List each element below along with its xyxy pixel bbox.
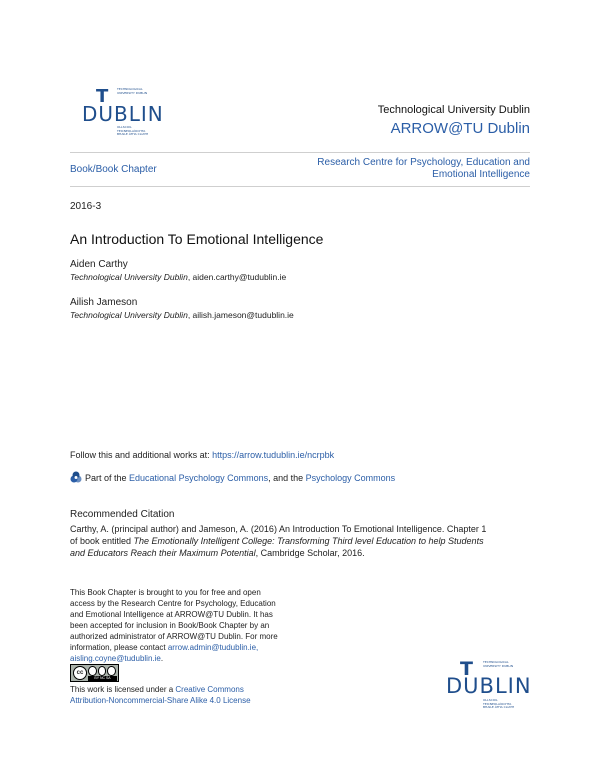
- by-icon: [88, 666, 97, 676]
- follow-url-link[interactable]: https://arrow.tudublin.ie/ncrpbk: [212, 450, 335, 460]
- educational-psychology-commons-link[interactable]: Educational Psychology Commons: [129, 473, 269, 483]
- logo-sub-1: OLLSCOIL: [117, 125, 132, 129]
- author-block-2: [70, 296, 294, 321]
- contact-email-link-1[interactable]: arrow.admin@tudublin.ie,: [167, 643, 259, 652]
- creative-commons-link[interactable]: Creative Commons: [175, 685, 244, 694]
- citation-book-title-2: and Educators Reach their Maximum Potential: [70, 548, 256, 558]
- citation-line-3-post: , Cambridge Scholar, 2016.: [255, 548, 365, 558]
- license-prefix: This work is licensed under a: [70, 685, 176, 694]
- contact-email-link-2[interactable]: aisling.coyne@tudublin.ie: [70, 654, 161, 663]
- license-text: [70, 684, 251, 706]
- citation-heading: Recommended Citation: [70, 509, 175, 520]
- notice-contact-pre: information, please contact: [70, 643, 168, 652]
- institution-name: Technological University Dublin: [377, 104, 530, 116]
- citation-body: [70, 523, 540, 559]
- sa-icon: [107, 666, 116, 676]
- divider-meta: [70, 186, 530, 187]
- nc-icon: [98, 666, 107, 676]
- cc-badge-logo: cc: [73, 666, 87, 680]
- author-name: Ailish Jameson: [70, 297, 138, 308]
- part-of-middle: , and the: [268, 473, 306, 483]
- follow-line: [70, 449, 334, 461]
- psychology-commons-link[interactable]: Psychology Commons: [305, 473, 396, 483]
- author-email: , ailish.jameson@tudublin.ie: [187, 310, 294, 320]
- notice-line: authorized administrator of ARROW@TU Dublin. For more: [70, 632, 278, 641]
- tu-dublin-logo-footer: [446, 660, 532, 710]
- document-type-link[interactable]: Book/Book Chapter: [70, 164, 157, 175]
- citation-book-title-1: The Emotionally Intelligent College: Transforming Third level Education to help Students: [133, 536, 484, 546]
- logo-sub-1: OLLSCOIL: [483, 698, 498, 702]
- notice-line: and Emotional Intelligence at ARROW@TU Dublin. It has: [70, 610, 273, 619]
- logo-sub-2: TEICNEOLAÍOCHTA: [117, 128, 146, 133]
- license-name-link[interactable]: Attribution-Noncommercial-Share Alike 4.0 License: [70, 696, 251, 705]
- logo-sub-3: BHAILE ÁTHA CLIATH: [117, 132, 149, 136]
- commons-icon: [70, 471, 82, 486]
- notice-line: access by the Research Centre for Psychology, Education: [70, 599, 276, 608]
- logo-tagline-1: TECHNOLOGICAL: [117, 87, 143, 91]
- author-name: Aiden Carthy: [70, 259, 128, 270]
- follow-text: Follow this and additional works at:: [70, 450, 213, 460]
- citation-line-1: Carthy, A. (principal author) and Jameson, A. (2016) An Introduction To Emotional Intelligence. Chapter 1: [70, 524, 487, 534]
- tu-dublin-logo: [82, 88, 162, 136]
- logo-tagline-2: UNIVERSITY DUBLIN: [483, 663, 514, 668]
- divider-top: [70, 152, 530, 153]
- notice-line: been accepted for inclusion in Book/Book Chapter by an: [70, 621, 270, 630]
- author-affiliation: Technological University Dublin: [70, 310, 188, 320]
- publication-date: 2016-3: [70, 201, 102, 212]
- author-block-1: [70, 258, 286, 283]
- logo-sub-3: BHAILE ÁTHA CLIATH: [483, 705, 515, 709]
- author-affiliation: Technological University Dublin: [70, 272, 188, 282]
- document-title: An Introduction To Emotional Intelligence: [70, 231, 324, 247]
- part-of-prefix: Part of the: [85, 473, 130, 483]
- logo-sub-2: TEICNEOLAÍOCHTA: [483, 701, 512, 706]
- cc-badge-icons: [88, 666, 116, 675]
- notice-line: This Book Chapter is brought to you for free and open: [70, 588, 261, 597]
- logo-tagline-2: UNIVERSITY DUBLIN: [117, 90, 148, 95]
- repository-link[interactable]: ARROW@TU Dublin: [390, 120, 530, 137]
- cc-badge-terms: BY NC SA: [88, 676, 117, 681]
- logo-wordmark: DUBLIN: [82, 102, 164, 126]
- part-of-line: [70, 471, 395, 486]
- logo-tu-letter: T: [96, 86, 109, 107]
- research-centre-link[interactable]: Research Centre for Psychology, Education and Emotional Intelligence: [317, 157, 530, 180]
- cc-license-badge[interactable]: [70, 664, 119, 682]
- author-email: , aiden.carthy@tudublin.ie: [187, 272, 287, 282]
- logo-wordmark: DUBLIN: [446, 674, 532, 698]
- logo-tagline-1: TECHNOLOGICAL: [483, 660, 509, 664]
- access-notice: This Book Chapter is brought to you for free and open access by the Research Centre for Psychology, Education and Emotional Intelligence at ARROW@TU Dublin. It has been accepted for inclusion in Book/Book Chapter by an authorized administrator of ARROW@TU Dublin. For more information, please contact arrow.admin@tudublin.ie, aisling.coyne@tudublin.ie.: [70, 587, 300, 664]
- citation-line-2-pre: of book entitled: [70, 536, 134, 546]
- logo-tu-letter: T: [460, 658, 473, 680]
